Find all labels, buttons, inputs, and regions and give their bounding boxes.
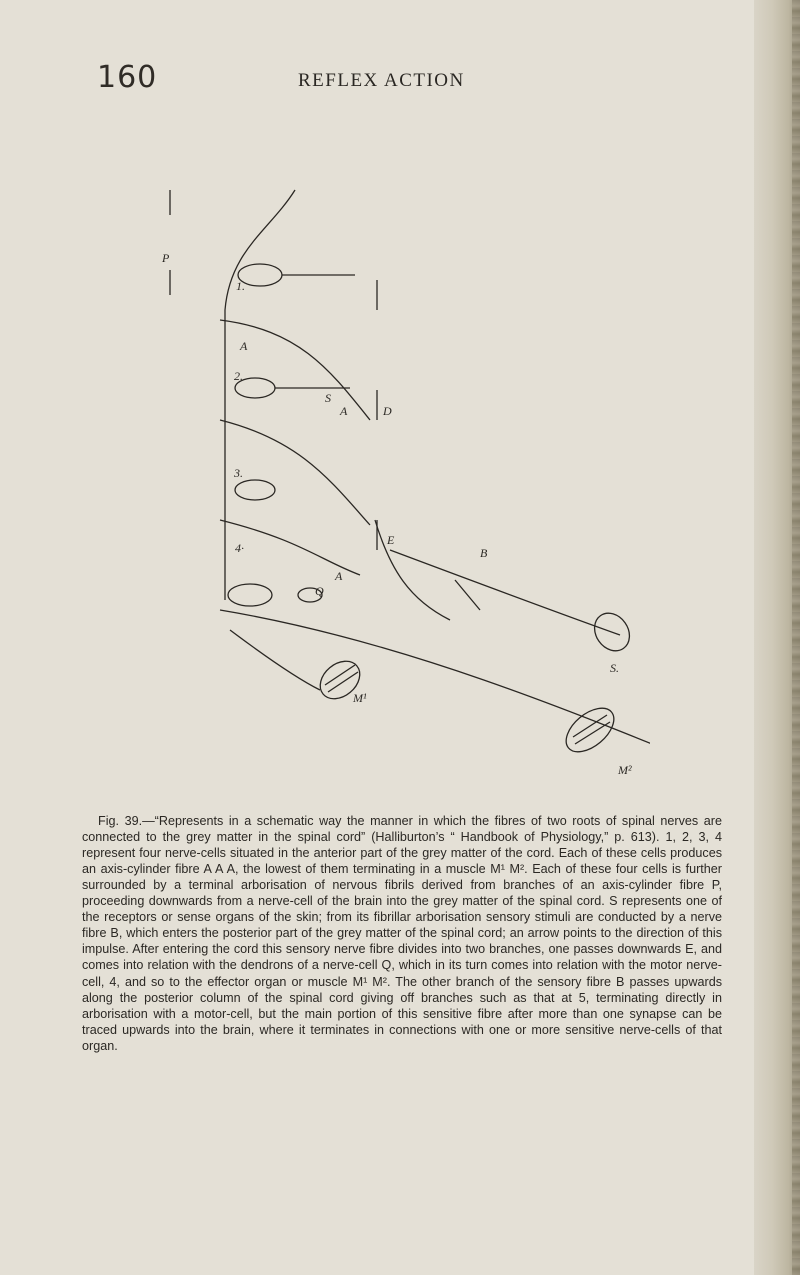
label-cell-2: 2.	[234, 369, 243, 383]
label-D: D	[383, 404, 392, 418]
label-P: P	[162, 251, 170, 265]
figure-reflex-diagram	[150, 170, 650, 790]
label-M2: M²	[618, 763, 632, 777]
muscle-M2	[558, 700, 621, 761]
label-Q: Q	[315, 584, 324, 598]
nerve-cell-1	[238, 264, 355, 286]
label-cell-1: 1.	[236, 279, 245, 293]
label-S-receptor: S.	[610, 661, 619, 675]
label-S: S	[325, 391, 331, 405]
nerve-cell-4	[228, 584, 322, 606]
nerve-cell-2	[235, 378, 350, 398]
label-A-2: A	[340, 404, 348, 418]
label-E: E	[387, 533, 395, 547]
figure-caption: Fig. 39.—“Represents in a schematic way the manner in which the fibres of two roots of spinal nerves are connected to the grey matter in the spinal cord” (Halliburton’s “ Handbook of Physiology,” p. 613). 1, 2, 3, 4 represent four nerve-cells situated in the anterior part of the grey matter of the cord. Each of these cells produces an axis-cylinder fibre A A A, the lowest of them terminating in a muscle M¹ M². Each of these four cells is further surrounded by a terminal arborisation of nervous fibrils derived from branches of an axis-cylinder fibre P, proceeding downwards from a nerve-cell of the brain into the grey matter of the spinal cord. S represents one of the receptors or sense organs of the skin; from its fibrillar arborisation sensory stimuli are conducted by a nerve fibre B, which enters the posterior part of the grey matter of the spinal cord; an arrow points to the direction of this impulse. After entering the cord this sensory nerve fibre divides into two branches, one passes downwards E, and comes into relation with the dendrons of a nerve-cell Q, which in its turn comes into relation with the motor nerve-cell, 4, and so to the effector organ or muscle M¹ M². The other branch of the sensory fibre B passes upwards along the posterior column of the spinal cord giving off branches such as that at 5, terminating directly in arborisation with a motor-cell, but the main portion of this sensitive fibre after more than one synapse can be traced upwards into the brain, where it terminates in connections with one or more sensitive nerve-cells of that organ.	[82, 813, 722, 1053]
fibre-P-right	[455, 580, 480, 610]
fibre-B	[390, 550, 620, 635]
reflex-schematic	[150, 170, 650, 790]
label-M1: M¹	[353, 691, 367, 705]
nerve-cell-3	[235, 480, 275, 500]
label-B: B	[480, 546, 488, 560]
cord-outline	[225, 190, 295, 600]
running-head: REFLEX ACTION	[298, 70, 465, 91]
fibre-to-M1	[230, 630, 320, 690]
label-A-3: A	[335, 569, 343, 583]
label-A-1: A	[240, 339, 248, 353]
label-cell-3: 3.	[234, 466, 243, 480]
fibre-to-M2	[220, 610, 650, 780]
page-edge	[754, 0, 800, 1275]
label-cell-4: 4·	[235, 541, 244, 555]
page-number: 160	[97, 60, 158, 95]
